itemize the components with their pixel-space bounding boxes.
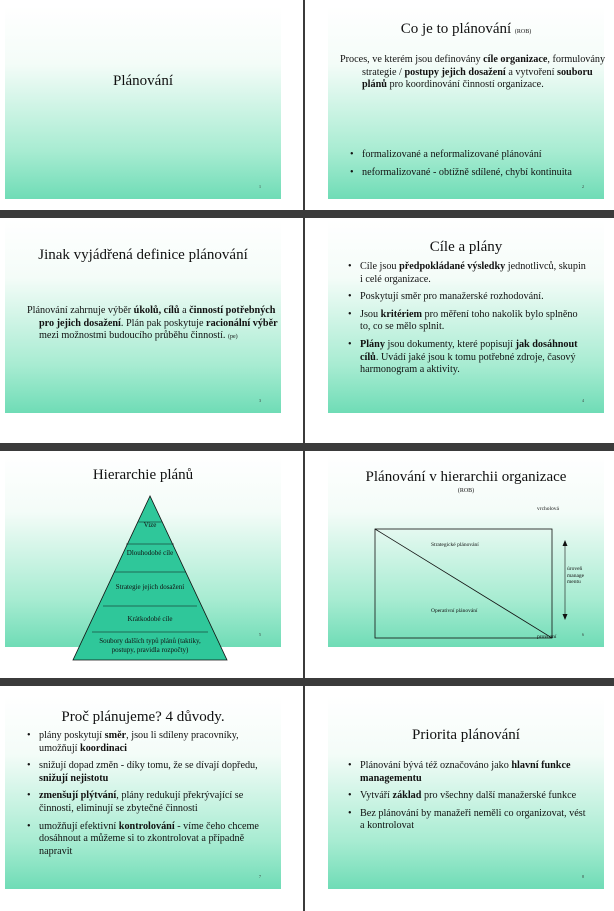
- text-run: a: [179, 305, 190, 316]
- text-run: hlavní funkce managementu: [360, 760, 571, 784]
- text-run: Bez plánování by manažeři neměli co organizovat, vést a kontrolovat: [360, 807, 586, 832]
- slide-number: 2: [582, 184, 584, 189]
- strategic-planning-label: Strategické plánování: [431, 542, 479, 548]
- text-run: . Plán pak poskytuje: [120, 317, 207, 329]
- row-divider-1: [0, 210, 614, 218]
- slide-title: Co je to plánování (ROB): [400, 21, 532, 37]
- level-strategy: Strategie jejich dosažení: [115, 583, 185, 591]
- text-run: cíle organizace: [483, 54, 548, 65]
- slide-title: Plánování: [113, 73, 173, 89]
- row-divider-3: [0, 678, 614, 686]
- slide-title: Cíle a plány: [429, 239, 503, 255]
- slide-title: Proč plánujeme? 4 důvody.: [61, 709, 225, 725]
- text-run: - víme čeho chceme dosáhnout a můžeme si to zkontrolovat a případně napravit: [39, 820, 259, 857]
- text-run: pro koordinování činností organizace.: [386, 79, 544, 91]
- text-run: jak dosáhnout cílů: [360, 338, 578, 363]
- bullet-item: [348, 808, 588, 833]
- text-run: a vytvoření: [505, 66, 557, 78]
- text-run: souboru plánů: [362, 66, 593, 91]
- definition-paragraph: [27, 305, 284, 344]
- text-run: zmenšují plýtvání: [39, 790, 117, 802]
- slide-6: [328, 454, 604, 647]
- text-run: snižují nejistotu: [39, 772, 109, 784]
- title-note: (ROB): [457, 488, 475, 494]
- text-run: snižují dopad změn - díky tomu, že se dívají dopředu,: [39, 760, 258, 772]
- slide-number: 8: [582, 874, 584, 879]
- text-run: mezi možnostmi budoucího průběhu činností.: [39, 330, 229, 342]
- text-run: Cíle jsou: [360, 261, 400, 272]
- text-run: Jsou: [360, 308, 381, 320]
- bullet-item: • formalizované a neformalizované plánování: [350, 149, 590, 162]
- bullet-list: [27, 730, 267, 863]
- operative-planning-label: Operativní plánování: [431, 608, 478, 614]
- bullet-item: [348, 760, 588, 785]
- text-run: , plány redukují překrývající se činnosti, eliminují se zbytečné činnosti: [39, 790, 244, 814]
- slide-number: 3: [259, 398, 261, 403]
- bullet-item: [348, 339, 588, 377]
- bullet-item: [348, 309, 588, 334]
- bullet-item: [348, 291, 588, 304]
- level-short-term-goals: Krátkodobé cíle: [127, 615, 173, 623]
- text-run: Proces, ve kterém jsou definovány: [340, 54, 484, 65]
- level-long-term-goals: Dlouhodobé cíle: [126, 549, 174, 557]
- text-run: směr: [104, 730, 127, 741]
- row-divider-2: [0, 443, 614, 451]
- top-level-label: vrcholová: [537, 506, 559, 512]
- text-run: , formulovány strategie /: [362, 54, 606, 78]
- slide-title: Priorita plánování: [412, 727, 520, 743]
- slide-4: [328, 220, 604, 413]
- slide-5: [5, 454, 281, 654]
- slide-2: [328, 6, 604, 199]
- slide-8: [328, 696, 604, 889]
- slide-3: [5, 220, 281, 413]
- text-run: Plánování bývá též označováno jako: [360, 760, 512, 771]
- text-run: plány poskytují: [39, 730, 105, 741]
- slide-number: 1: [259, 184, 261, 189]
- text-run: racionální výběr: [206, 317, 278, 329]
- slide-1: [5, 6, 281, 199]
- text-run: kontrolování: [118, 820, 175, 832]
- column-divider: [303, 0, 305, 911]
- text-run: pro měření toho nakolik bylo splněno to, co se mělo splnit.: [360, 308, 578, 333]
- text-run: koordinaci: [80, 742, 128, 754]
- text-run: kritériem: [380, 308, 422, 320]
- slide-title: Plánování v hierarchii organizace: [365, 469, 567, 485]
- text-run: Poskytují směr pro manažerské rozhodování.: [360, 291, 544, 303]
- level-other-plans: Soubory dalších typů plánů (taktiky, postupy, pravidla rozpočty): [99, 637, 201, 654]
- text-run: . Uvádí jaké jsou k tomu potřebné zdroje, časový harmonogram a aktivity.: [360, 351, 576, 376]
- pyramid-labels: [70, 494, 230, 662]
- bullet-item: [27, 790, 267, 815]
- slide-number: 4: [582, 398, 584, 403]
- slide-number: 7: [259, 874, 261, 879]
- text-run: předpokládané výsledky: [399, 261, 506, 272]
- text-run: , jsou li sdíleny pracovníky, umožňují: [39, 730, 239, 754]
- source-note: (pe): [228, 334, 238, 341]
- bullet-list: [348, 261, 588, 382]
- text-run: Vytváří: [360, 790, 393, 802]
- definition-paragraph: [340, 54, 612, 92]
- slide-title: Hierarchie plánů: [92, 467, 194, 483]
- management-level-label: úroveň manage mentu: [567, 566, 585, 585]
- text-run: činností potřebných pro jejich dosažení: [39, 305, 276, 329]
- text-run: základ: [392, 790, 422, 802]
- text-run: umožňují efektivní: [39, 820, 119, 832]
- bullet-list: [350, 149, 590, 184]
- text-run: pro všechny další manažerské funkce: [421, 790, 577, 802]
- text-run: Plány: [360, 338, 385, 350]
- level-vision: Vize: [143, 521, 157, 529]
- slide-number: 6: [582, 632, 584, 637]
- text-run: úkolů, cílů: [133, 305, 180, 316]
- text-run: postupy jejich dosažení: [404, 66, 506, 78]
- bullet-item: [348, 790, 588, 803]
- bullet-item: [348, 261, 588, 286]
- slide-7: [5, 696, 281, 889]
- operational-level-label: provozní: [537, 634, 557, 640]
- bullet-item: [27, 821, 267, 859]
- bullet-list: [348, 760, 588, 838]
- slide-number: 5: [259, 632, 261, 637]
- text-run: jsou dokumenty, které popisují: [384, 338, 516, 350]
- bullet-item: [27, 730, 267, 755]
- bullet-item: [27, 760, 267, 785]
- slide-title: Jinak vyjádřená definice plánování: [38, 247, 248, 263]
- bullet-item: • neformalizované - obtížně sdílené, chybí kontinuita: [350, 167, 590, 180]
- text-run: jednotlivců, skupin i celé organizace.: [360, 261, 586, 285]
- text-run: Plánování zahrnuje výběr: [27, 305, 134, 316]
